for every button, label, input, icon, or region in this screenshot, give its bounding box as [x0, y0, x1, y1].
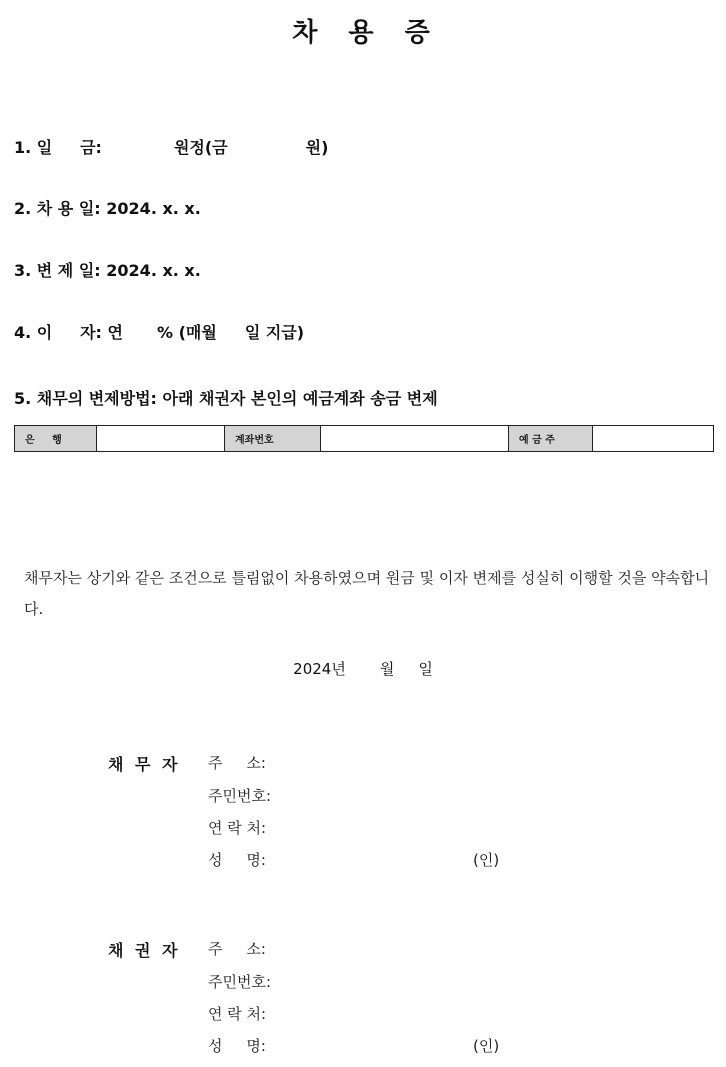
item-principal	[14, 135, 328, 158]
debtor-address-label: 주 소:	[208, 754, 266, 772]
document-date	[0, 658, 726, 679]
document-title: 차 용 증	[292, 18, 434, 48]
date-day: 일	[418, 660, 433, 678]
interest-year: 연	[107, 323, 123, 342]
borrow-date-value: 2024. x. x.	[106, 199, 201, 218]
principal-label: 1. 일 금:	[14, 138, 102, 157]
creditor-name-label: 성 명:	[208, 1037, 266, 1055]
debtor-contact-label: 연 락 처:	[208, 819, 267, 837]
item-repayment-method: 5. 채무의 변제방법: 아래 채권자 본인의 예금계좌 송금 변제	[14, 389, 438, 408]
promise-statement: 채무자는 상기와 같은 조건으로 틀림없이 차용하였으며 원금 및 이자 변제를 성실히 이행할 것을 약속합니다.	[24, 569, 710, 618]
creditor-id-label: 주민번호:	[208, 973, 272, 991]
debtor-name-label: 성 명:	[208, 851, 266, 869]
creditor-address-label: 주 소:	[208, 940, 266, 958]
debtor-title: 채 무 자	[108, 755, 181, 774]
bank-account-table	[14, 425, 714, 452]
principal-won-close: 원)	[305, 138, 329, 157]
interest-day-pay: 일 지급)	[244, 323, 305, 342]
bank-label: 은 행	[15, 426, 97, 451]
account-holder-label: 예 금 주	[509, 426, 593, 451]
account-holder-value	[593, 426, 713, 451]
item-borrow-date	[14, 196, 201, 219]
date-month: 월	[379, 660, 395, 678]
item-interest	[14, 320, 304, 343]
repay-date-value: 2024. x. x.	[106, 261, 201, 280]
date-year: 2024년	[293, 660, 346, 678]
borrow-date-label: 2. 차 용 일:	[14, 199, 101, 218]
repay-date-label: 3. 변 제 일:	[14, 261, 101, 280]
principal-won-jeong: 원정(금	[173, 138, 228, 157]
creditor-seal: (인)	[473, 1037, 500, 1055]
interest-percent: % (매월	[157, 323, 217, 342]
debtor-id-label: 주민번호:	[208, 787, 272, 805]
bank-value	[97, 426, 225, 451]
debtor-seal: (인)	[473, 851, 500, 869]
creditor-title: 채 권 자	[108, 941, 181, 960]
account-number-value	[321, 426, 509, 451]
creditor-contact-label: 연 락 처:	[208, 1005, 267, 1023]
account-number-label: 계좌번호	[225, 426, 321, 451]
interest-label: 4. 이 자:	[14, 323, 102, 342]
item-repay-date	[14, 258, 201, 281]
